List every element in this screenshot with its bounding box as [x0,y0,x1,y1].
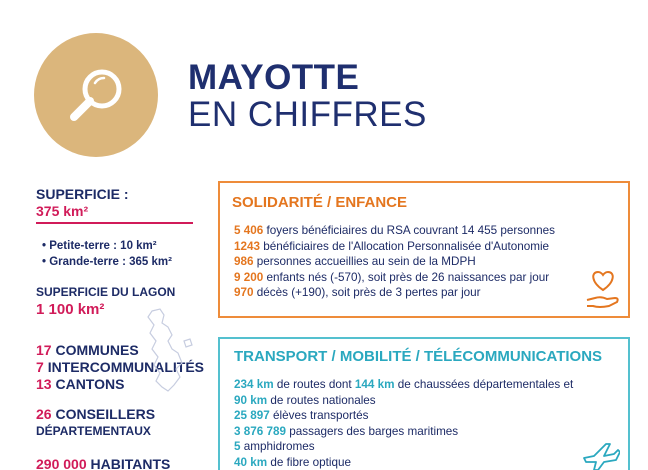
list-item [234,455,573,470]
stat-number: 40 km [234,455,268,469]
lagon-value: 1 100 km² [36,301,105,318]
divider [36,222,193,224]
stat-number: 144 km [354,378,395,391]
lagon-label: SUPERFICIE DU LAGON [36,285,176,299]
bullet-petite-terre: • Petite-terre : 10 km² [42,238,216,254]
transport-panel [218,337,630,470]
list-item [234,424,573,440]
superficie-breakdown [42,238,216,270]
stat-text: bénéficiaires de l'Allocation Personnalisée d'Autonomie [263,239,550,253]
heart-hand-icon [585,268,621,310]
stat-number: 970 [234,286,254,299]
stat-number: 5 [234,440,241,453]
list-item [234,254,555,270]
stat-text: de routes nationales [270,393,376,407]
habitants-number: 290 000 [36,456,87,470]
list-item [234,439,573,455]
list-item [234,270,555,286]
habitants-label: HABITANTS [90,456,171,470]
list-item [234,408,573,424]
solidarite-title: SOLIDARITÉ / ENFANCE [232,194,408,211]
conseillers-label-2: DÉPARTEMENTAUX [36,424,151,438]
cantons-label: CANTONS [55,376,125,392]
magnifier-icon [34,33,158,157]
stat-text: de chaussées départementales et [397,378,574,391]
cantons-number: 13 [36,376,52,392]
conseillers-label: CONSEILLERS [55,406,156,422]
stat-number: 1243 [234,239,261,253]
list-item [234,285,555,301]
bullet-grande-terre: • Grande-terre : 365 km² [42,254,216,270]
page-title: MAYOTTE [188,58,360,97]
conseillers-stat [36,406,216,423]
stat-number: 25 897 [234,409,270,422]
superficie-label: SUPERFICIE : [36,186,129,202]
interco-number: 7 [36,359,44,375]
list-item [234,223,555,239]
airplane-icon [580,440,620,470]
stat-number: 234 km [234,378,274,391]
island-map-icon [138,305,198,400]
stat-text: décès (+190), soit près de 3 pertes par jour [256,286,481,299]
page-subtitle: EN CHIFFRES [188,95,427,134]
stat-number: 5 406 [234,224,264,237]
stat-text: amphidromes [243,440,315,453]
stat-text: foyers bénéficiaires du RSA couvrant 14 455 personnes [266,224,555,237]
stat-number: 9 200 [234,270,264,284]
stat-number: 3 876 789 [234,424,286,438]
transport-title: TRANSPORT / MOBILITÉ / TÉLÉCOMMUNICATIONS [234,348,603,365]
superficie-value: 375 km² [36,203,89,219]
transport-list [234,377,573,470]
stat-text: passagers des barges maritimes [289,424,459,438]
interco-label: INTERCOMMUNALITÉS [47,359,205,375]
list-item [234,393,573,409]
communes-label: COMMUNES [55,342,139,358]
stat-text: élèves transportés [273,409,369,422]
stat-number: 986 [234,255,254,268]
list-item [234,377,573,393]
habitants-stat [36,456,216,470]
solidarite-list [234,223,555,301]
communes-number: 17 [36,342,52,358]
conseillers-number: 26 [36,406,52,422]
solidarite-panel [218,181,630,318]
stat-number: 90 km [234,393,268,407]
stat-text: de fibre optique [270,455,351,469]
stat-text: de routes dont [276,378,352,391]
stat-text: enfants nés (-570), soit près de 26 naissances par jour [266,270,550,284]
header-badge [34,33,158,157]
stat-text: personnes accueillies au sein de la MDPH [256,255,476,268]
list-item [234,239,555,255]
